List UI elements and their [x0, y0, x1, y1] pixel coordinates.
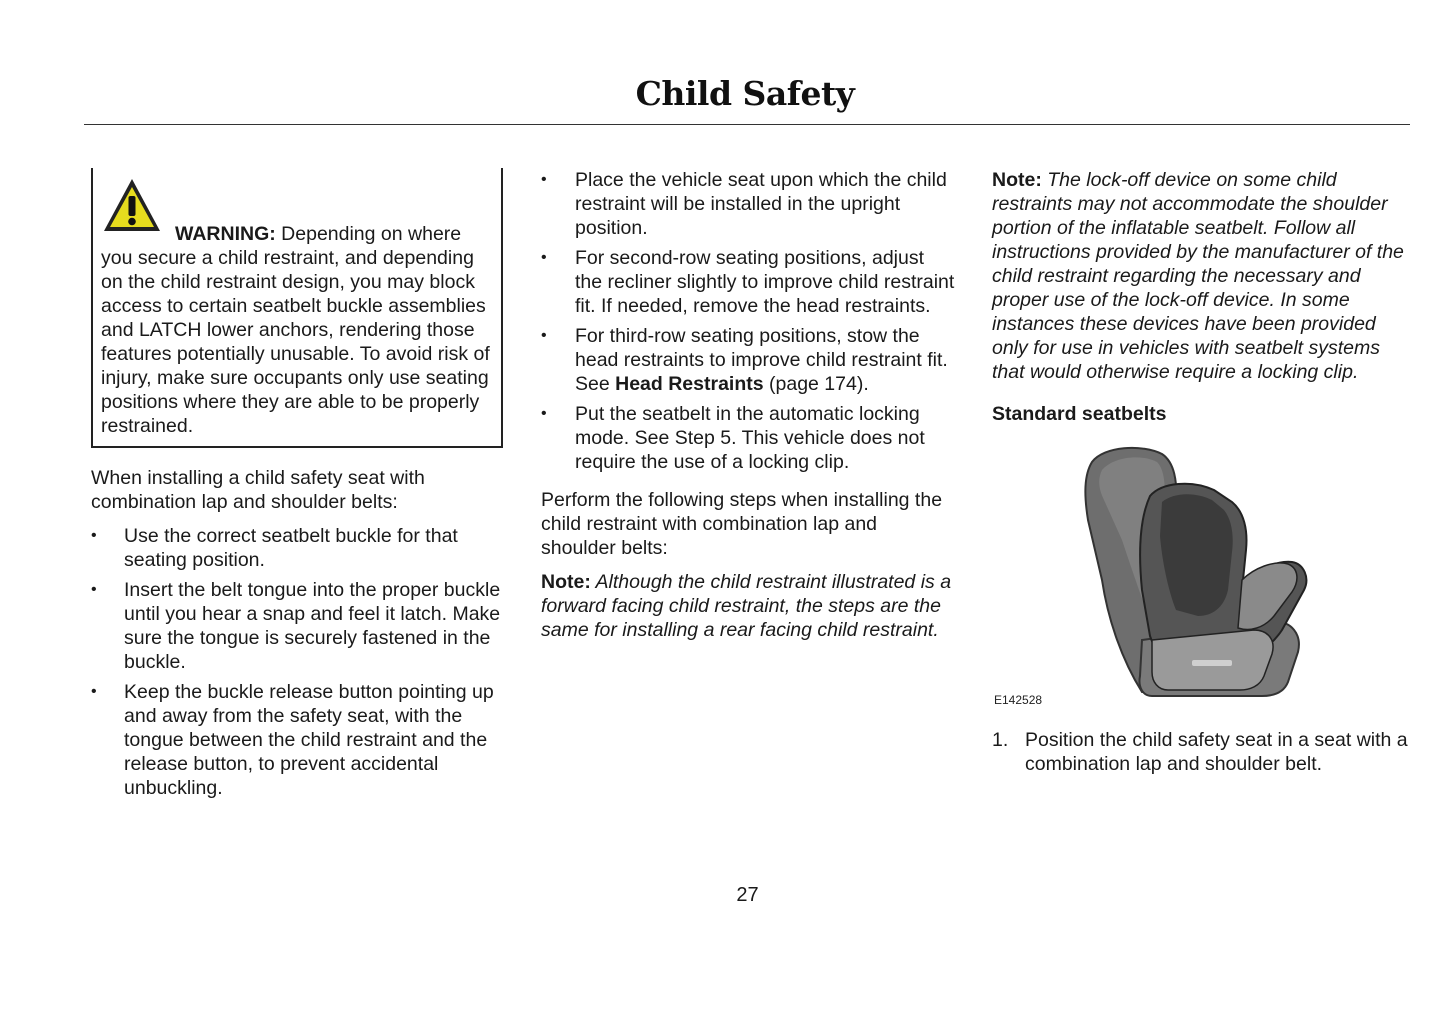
child-seat-figure: [992, 440, 1410, 708]
warning-triangle-icon: [101, 176, 163, 234]
note-label: Note:: [541, 571, 591, 593]
column-1: [91, 168, 503, 806]
figure-code: E142528: [994, 693, 1043, 707]
list-item: [91, 680, 503, 800]
col1-intro: When installing a child safety seat with combination lap and shoulder belts:: [91, 467, 425, 513]
list-item: [541, 168, 956, 240]
steps-intro: Perform the following steps when installing the child restraint with combination lap and shoulder belts:: [541, 489, 943, 559]
warning-text-rest: you secure a child restraint, and depending on the child restraint design, you may block access to certain seatbelt buckle assemblies and LATCH lower anchors, rendering those features potentially unusable. To avoid risk of injury, make sure occupants only use seating positions where they are able to be properly restrained.: [101, 247, 490, 437]
column-2: [541, 168, 956, 652]
page-number: 27: [736, 884, 759, 906]
warning-label: WARNING:: [175, 223, 276, 245]
list-item-text: Keep the buckle release button pointing up and away from the safety seat, with the tongue between the child restraint and the release button, to prevent accidental unbuckling.: [124, 681, 494, 799]
page-title: Child Safety: [635, 74, 855, 113]
step-number: 1.: [992, 729, 1009, 751]
list-item: [992, 728, 1410, 776]
bullet-icon: •: [541, 405, 547, 422]
list-item-text: For third-row seating positions, stow the head restraints to improve child restraint fit. See: [575, 325, 948, 395]
note-text: Although the child restraint illustrated is a forward facing child restraint, the steps are the same for installing a rear facing child restraint.: [541, 571, 952, 641]
bullet-icon: •: [91, 581, 97, 598]
list-item: [541, 324, 956, 396]
list-item-text: Position the child safety seat in a seat with a combination lap and shoulder belt.: [1025, 729, 1408, 775]
col1-bullet-list: [91, 524, 503, 800]
list-item: [541, 402, 956, 474]
page-reference: (page 174).: [763, 373, 869, 395]
note-lock-off: [992, 168, 1410, 384]
warning-box: [91, 168, 503, 448]
note-forward-facing: [541, 570, 956, 642]
list-item-text: Place the vehicle seat upon which the child restraint will be installed in the upright position.: [575, 169, 947, 239]
list-item: [91, 578, 503, 674]
list-item: [91, 524, 503, 572]
section-heading: Standard seatbelts: [992, 403, 1167, 425]
child-seat-illustration: [992, 440, 1410, 702]
bullet-icon: •: [91, 527, 97, 544]
header-rule: [84, 124, 1410, 125]
list-item-text: For second-row seating positions, adjust the recliner slightly to improve child restraint fit. If needed, remove the head restraints.: [575, 247, 955, 317]
bullet-icon: •: [541, 171, 547, 188]
warning-text-first: Depending on where: [281, 223, 462, 245]
head-restraints-link[interactable]: Head Restraints: [615, 373, 764, 395]
note-label: Note:: [992, 169, 1042, 191]
list-item-text: Insert the belt tongue into the proper buckle until you hear a snap and feel it latch. Make sure the tongue is securely fastened in the buckle.: [124, 579, 501, 673]
column-3: [992, 168, 1410, 782]
bullet-icon: •: [91, 683, 97, 700]
bullet-icon: •: [541, 249, 547, 266]
list-item-text: Use the correct seatbelt buckle for that seating position.: [124, 525, 458, 571]
steps-list: [992, 728, 1410, 776]
list-item: [541, 246, 956, 318]
col2-bullet-list: [541, 168, 956, 474]
note-text: The lock-off device on some child restraints may not accommodate the shoulder portion of the inflatable seatbelt. Follow all instructions provided by the manufacturer of the child restraint regarding the necessary and proper use of the lock-off device. In some instances these devices have been provided only for use in vehicles with seatbelt systems that would otherwise require a locking clip.: [992, 169, 1404, 383]
list-item-text: Put the seatbelt in the automatic locking mode. See Step 5. This vehicle does not require the use of a locking clip.: [575, 403, 925, 473]
bullet-icon: •: [541, 327, 547, 344]
